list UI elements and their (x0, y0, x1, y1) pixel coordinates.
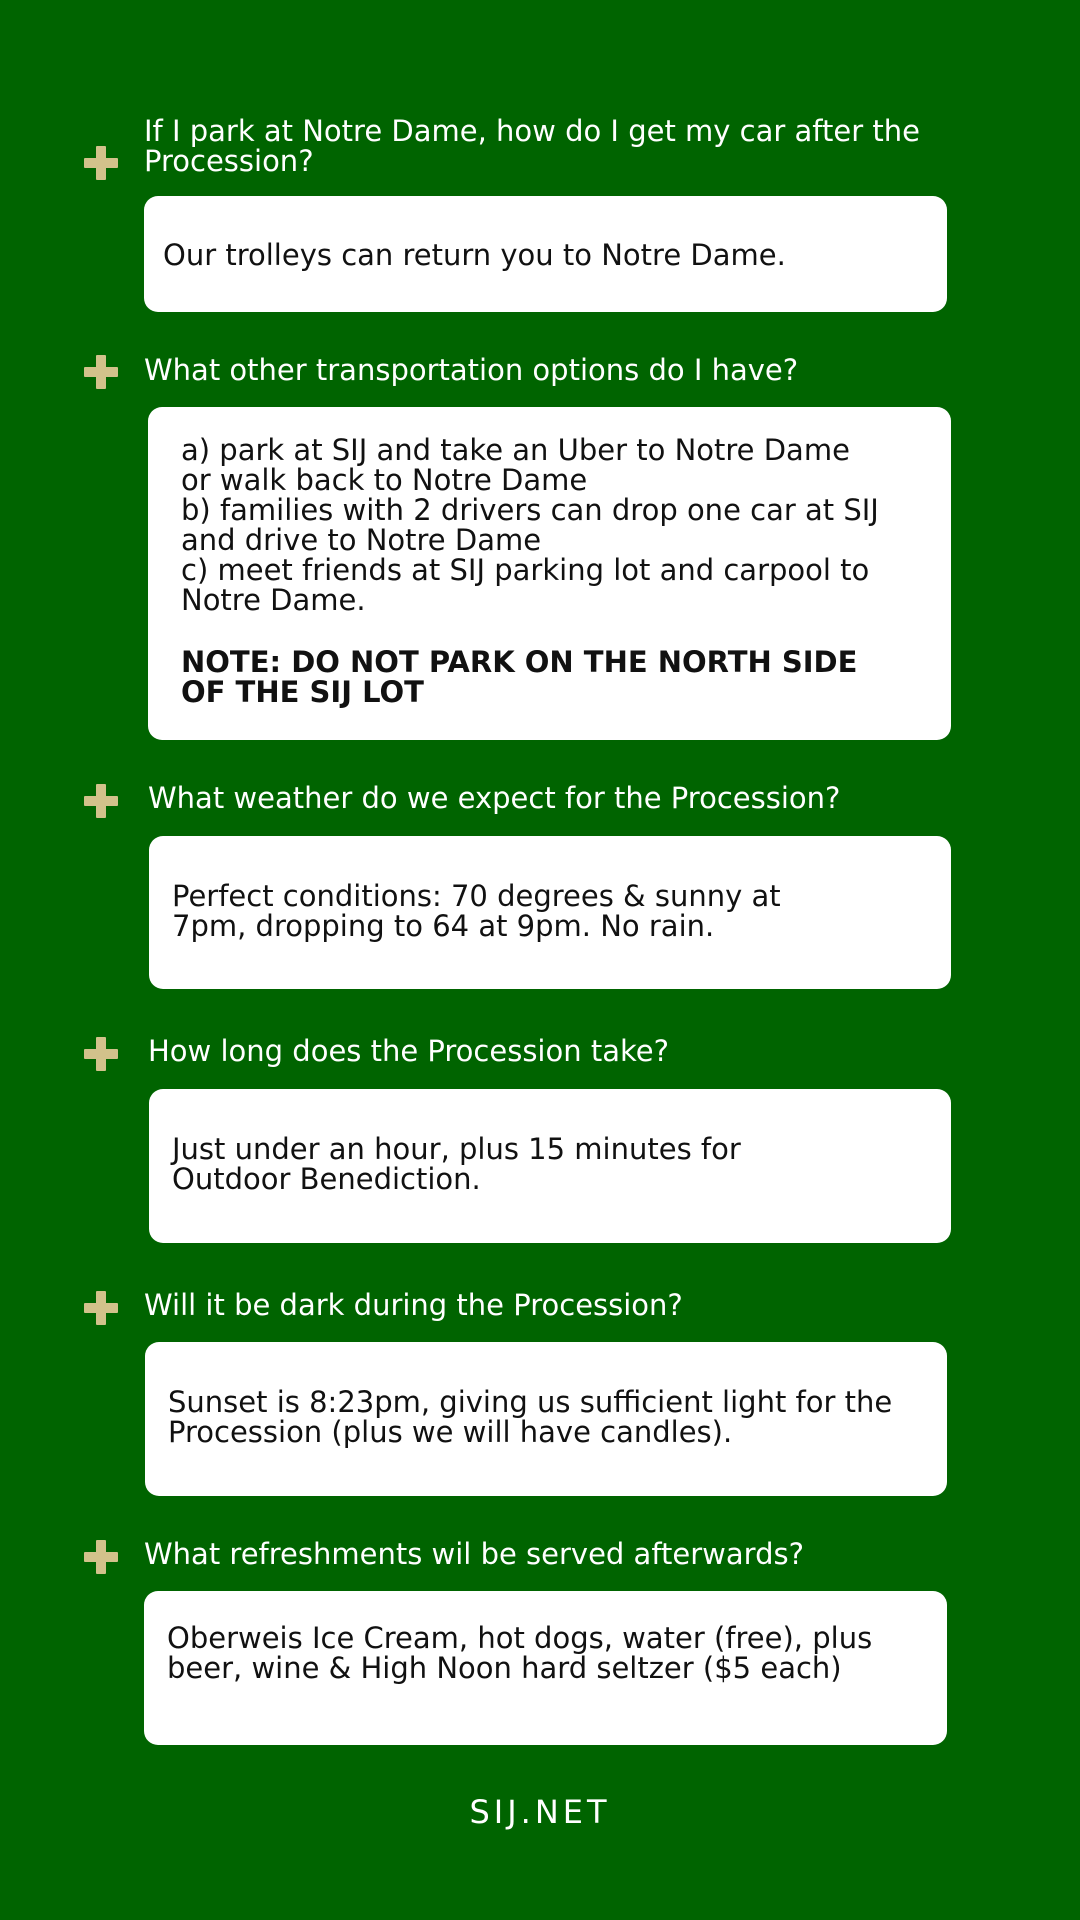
faq-answer-card (144, 196, 947, 312)
plus-icon[interactable] (84, 1540, 118, 1574)
faq-answer: a) park at SIJ and take an Uber to Notre Dame or walk back to Notre Dame b) families with 2 drivers can drop one car at SIJ and drive to Notre Dame c) meet friends at SIJ parking lot and carpool to Notre Dame. (181, 433, 879, 617)
faq-question: What other transportation options do I have? (144, 353, 799, 387)
faq-answer: Perfect conditions: 70 degrees & sunny at 7pm, dropping to 64 at 9pm. No rain. (172, 879, 781, 943)
faq-question: How long does the Procession take? (148, 1034, 669, 1068)
faq-question: Will it be dark during the Procession? (144, 1288, 683, 1322)
faq-answer: Just under an hour, plus 15 minutes for Outdoor Benediction. (172, 1132, 741, 1196)
faq-question: What refreshments wil be served afterwards? (144, 1537, 804, 1571)
faq-question: What weather do we expect for the Procession? (148, 781, 841, 815)
faq-answer-card (148, 407, 951, 740)
faq-question: If I park at Notre Dame, how do I get my car after the Procession? (144, 114, 920, 178)
plus-icon[interactable] (84, 1291, 118, 1325)
plus-icon[interactable] (84, 1037, 118, 1071)
plus-icon[interactable] (84, 784, 118, 818)
faq-answer: Our trolleys can return you to Notre Dame. (163, 238, 786, 272)
faq-answer-card (145, 1342, 947, 1496)
faq-answer-card (149, 1089, 951, 1243)
faq-answer-card (149, 836, 951, 989)
faq-answer: Oberweis Ice Cream, hot dogs, water (free), plus beer, wine & High Noon hard seltzer ($5 each) (167, 1621, 873, 1685)
faq-answer: Sunset is 8:23pm, giving us sufficient light for the Procession (plus we will have candles). (168, 1385, 893, 1449)
plus-icon[interactable] (84, 355, 118, 389)
site-link[interactable]: SIJ.NET (469, 1793, 611, 1831)
faq-note: NOTE: DO NOT PARK ON THE NORTH SIDE OF THE SIJ LOT (181, 645, 858, 709)
faq-answer-card (144, 1591, 947, 1745)
plus-icon[interactable] (84, 146, 118, 180)
